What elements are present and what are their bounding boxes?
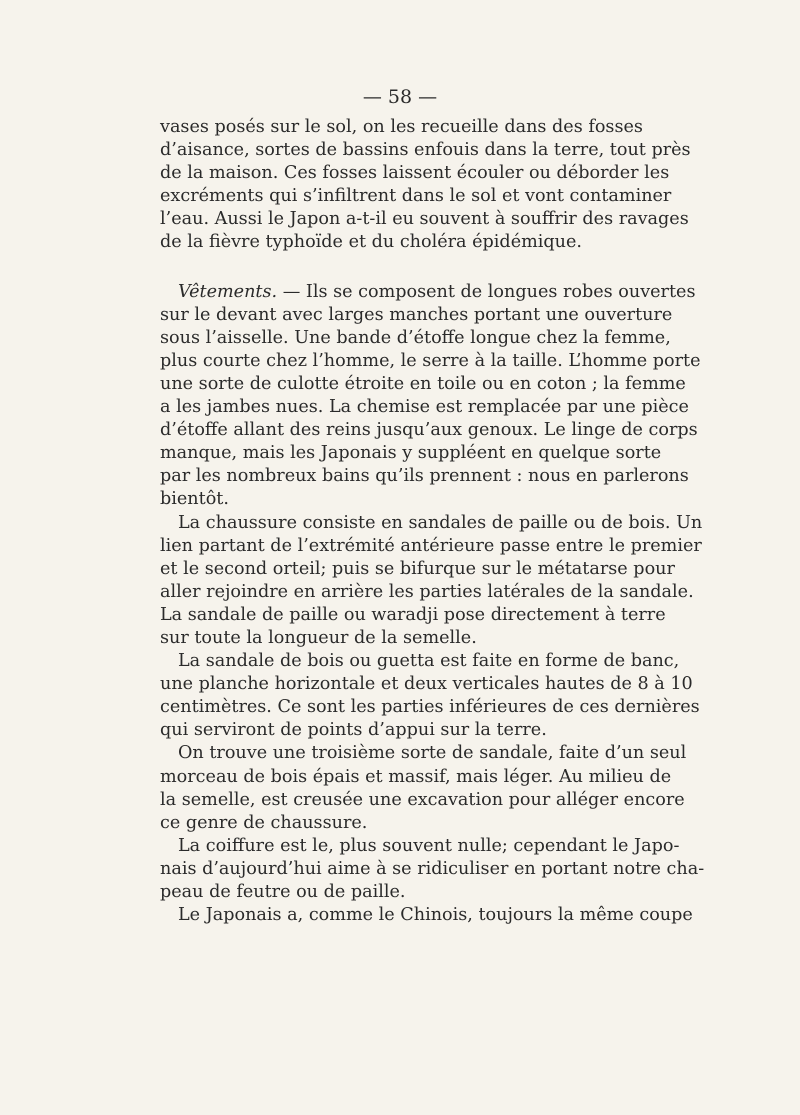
text-line: morceau de bois épais et massif, mais léger. Au milieu de <box>160 766 672 787</box>
text-line: bientôt. <box>160 489 229 510</box>
page-number: — 58 — <box>362 86 438 108</box>
text-line: plus courte chez l’homme, le serre à la taille. L’homme porte <box>160 350 701 371</box>
heading-continuation: — Ils se composent de longues robes ouvertes <box>282 281 696 302</box>
text-line: d’aisance, sortes de bassins enfouis dans la terre, tout près <box>160 140 691 161</box>
paragraph-gap <box>160 255 641 281</box>
text-line <box>160 281 696 304</box>
text-line: excréments qui s’infiltrent dans le sol et vont contaminer <box>160 186 672 207</box>
text-line: nais d’aujourd’hui aime à se ridiculiser en portant notre cha- <box>160 858 705 879</box>
text-line: lien partant de l’extrémité antérieure passe entre le premier <box>160 535 702 556</box>
text-line: Le Japonais a, comme le Chinois, toujours la même coupe <box>178 905 693 926</box>
text-line: La chaussure consiste en sandales de paille ou de bois. Un <box>178 512 703 533</box>
text-line: vases posés sur le sol, on les recueille dans des fosses <box>160 117 643 137</box>
section-heading: Vêtements. <box>178 281 278 302</box>
text-line: ce genre de chaussure. <box>160 812 368 833</box>
text-line: aller rejoindre en arrière les parties latérales de la sandale. <box>160 581 694 602</box>
text-line: qui serviront de points d’appui sur la terre. <box>160 720 547 741</box>
paragraph-guetta <box>160 650 700 742</box>
text-line: d’étoffe allant des reins jusqu’aux genoux. Le linge de corps <box>160 420 698 441</box>
paragraph-vetements <box>160 281 701 512</box>
body-text <box>160 116 705 927</box>
text-line: manque, mais les Japonais y suppléent en quelque sorte <box>160 443 662 464</box>
text-line: centimètres. Ce sont les parties inférieures de ces dernières <box>160 697 700 718</box>
text-line: sur le devant avec larges manches portant une ouverture <box>160 304 673 325</box>
text-line: une sorte de culotte étroite en toile ou en coton ; la femme <box>160 373 686 394</box>
paragraph-coiffure <box>160 835 705 904</box>
text-line: de la maison. Ces fosses laissent écouler ou déborder les <box>160 163 670 184</box>
text-line: et le second orteil; puis se bifurque sur le métatarse pour <box>160 558 675 579</box>
paragraph-chaussure <box>160 512 703 651</box>
text-line: une planche horizontale et deux verticales hautes de 8 à 10 <box>160 674 693 695</box>
text-line: par les nombreux bains qu’ils prennent : nous en parlerons <box>160 466 689 487</box>
paragraph-continuation <box>160 116 691 255</box>
text-line: peau de feutre ou de paille. <box>160 882 406 902</box>
paragraph-coupe <box>160 904 693 927</box>
text-line: la semelle, est creusée une excavation pour alléger encore <box>160 789 685 810</box>
text-line: La sandale de bois ou guetta est faite en forme de banc, <box>178 651 680 672</box>
text-line: La sandale de paille ou waradji pose directement à terre <box>160 604 666 625</box>
text-line: La coiffure est le, plus souvent nulle; cependant le Japo- <box>178 835 680 856</box>
text-line: l’eau. Aussi le Japon a-t-il eu souvent à souffrir des ravages <box>160 209 689 230</box>
text-line: sous l’aisselle. Une bande d’étoffe longue chez la femme, <box>160 327 671 348</box>
text-line: sur toute la longueur de la semelle. <box>160 627 477 648</box>
paragraph-troisieme-sandale <box>160 742 687 834</box>
text-line: On trouve une troisième sorte de sandale, faite d’un seul <box>178 743 687 764</box>
text-line: de la fièvre typhoïde et du choléra épidémique. <box>160 232 583 253</box>
text-line: a les jambes nues. La chemise est remplacée par une pièce <box>160 397 689 418</box>
